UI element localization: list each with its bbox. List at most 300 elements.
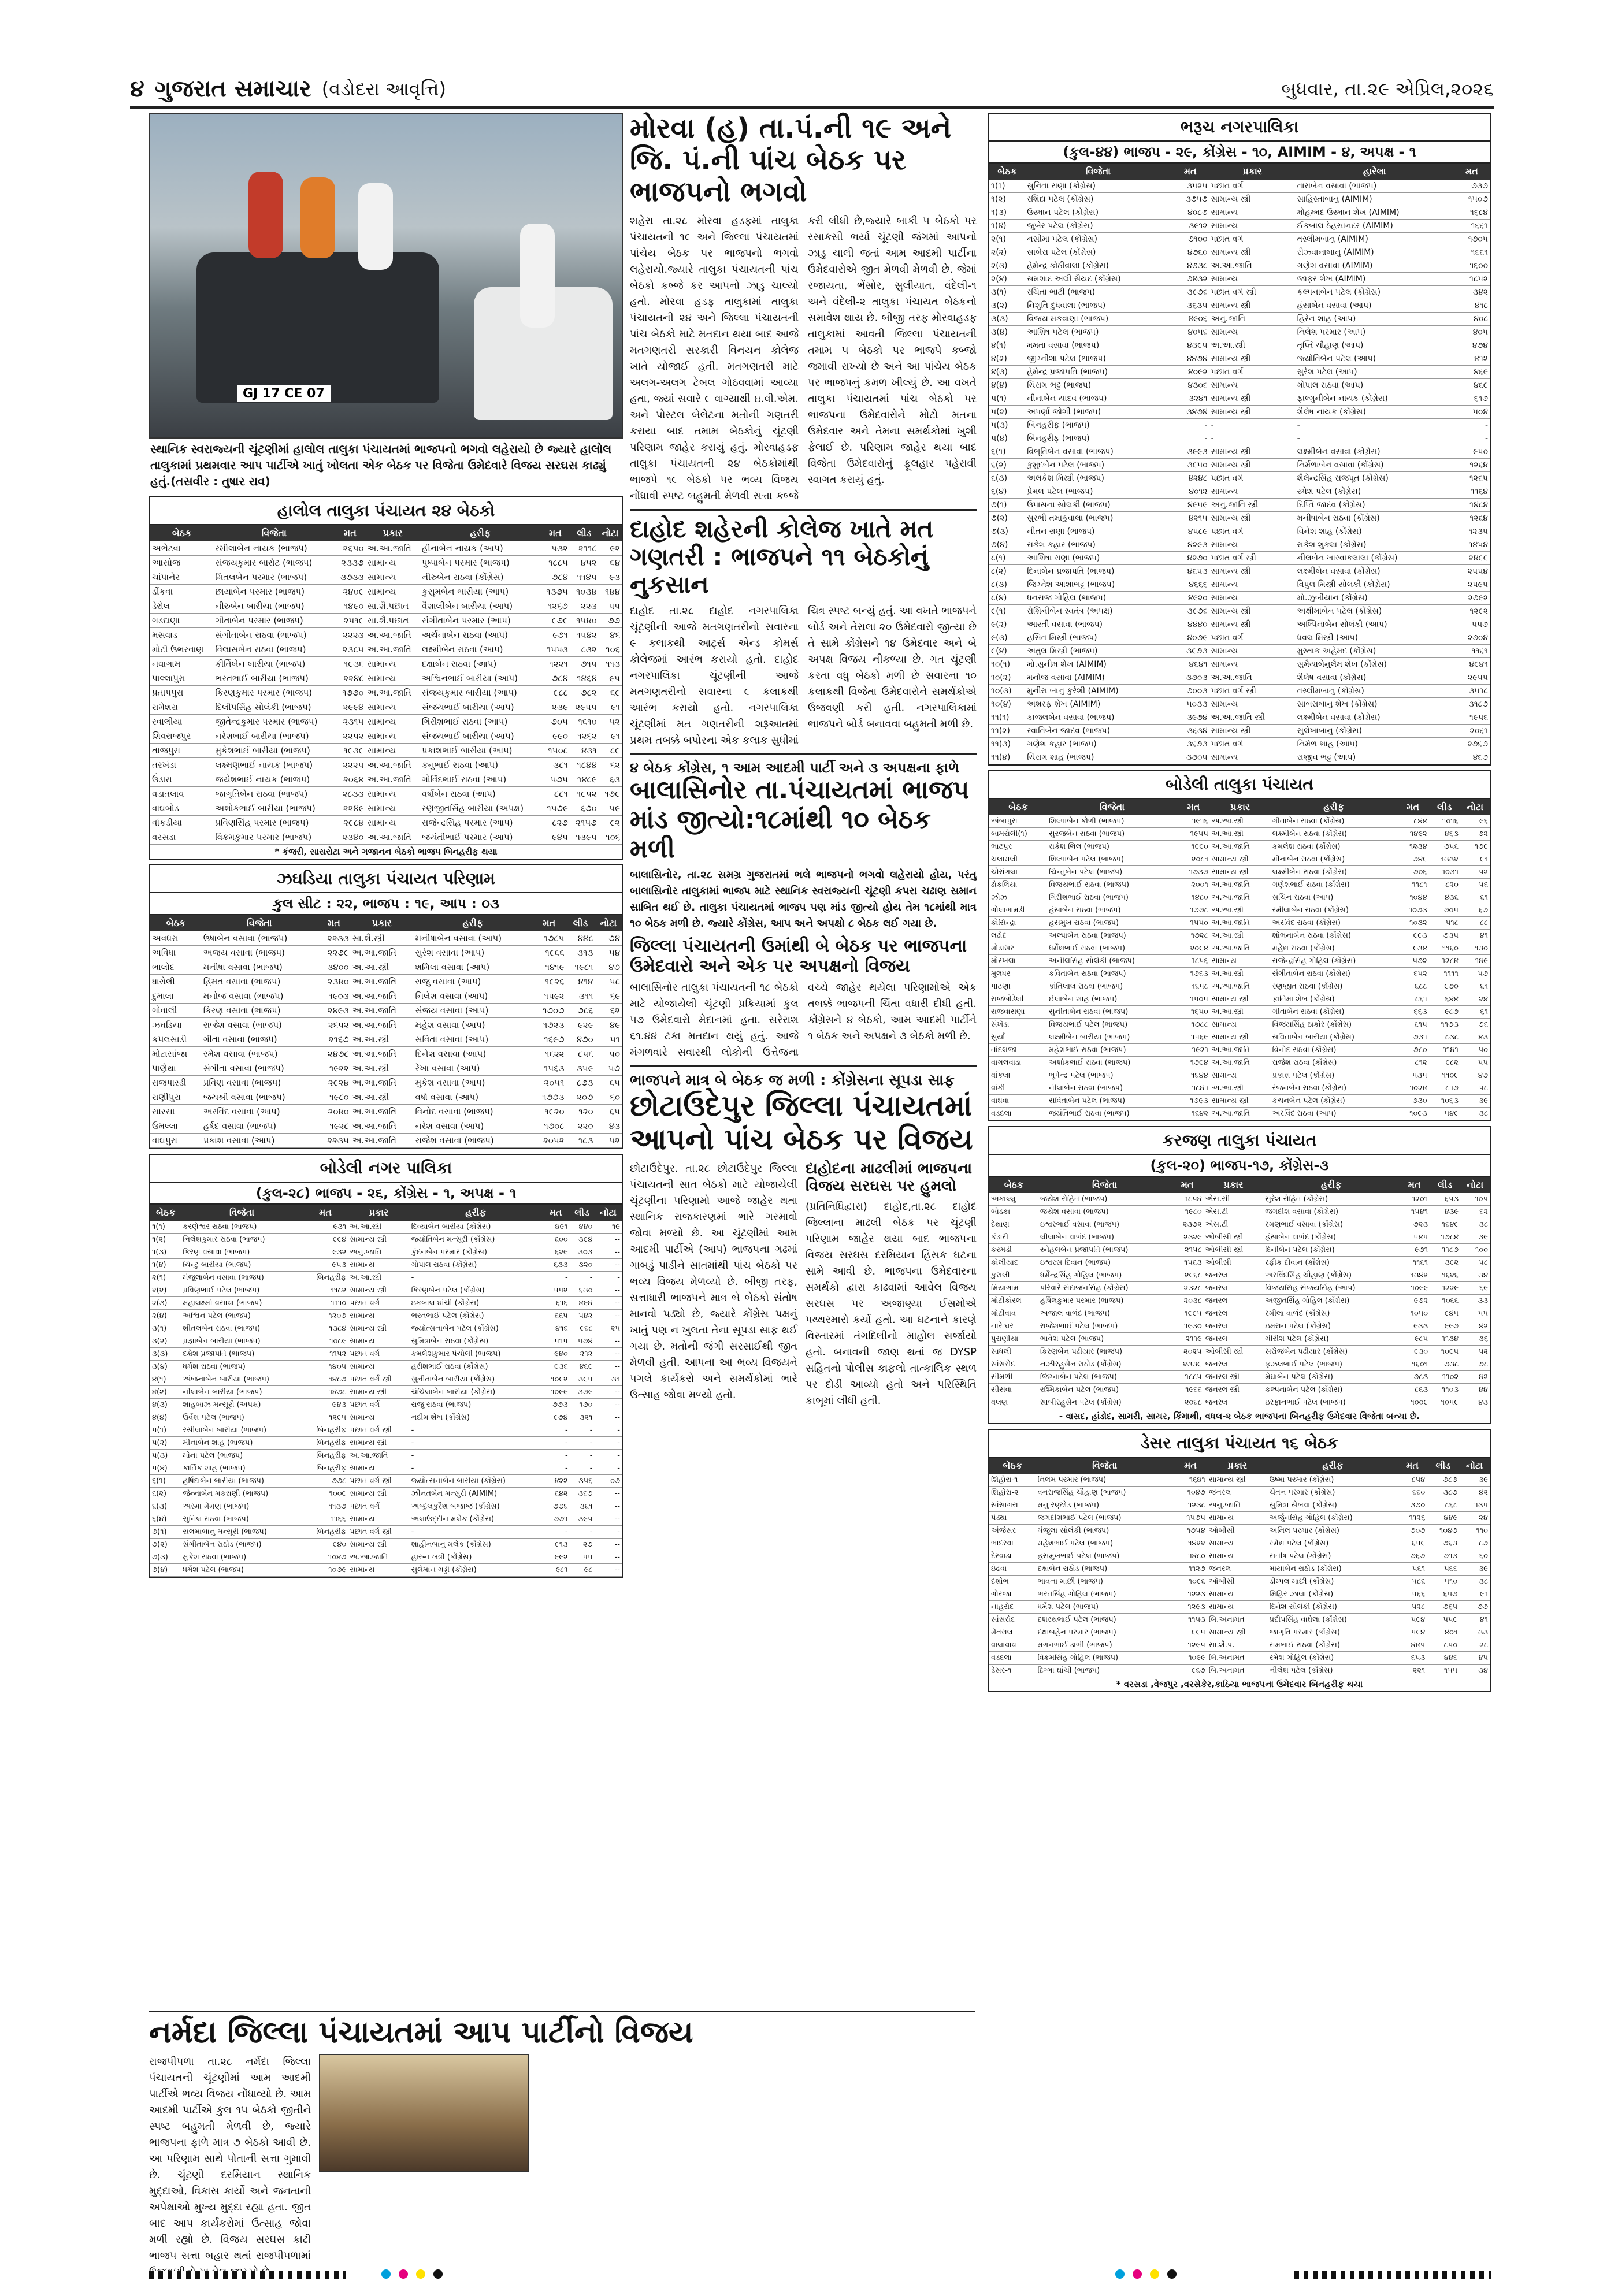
table-row <box>150 585 622 599</box>
table-row <box>150 1526 622 1539</box>
table-cell: ૪૭ <box>1460 1069 1490 1082</box>
table-row <box>989 392 1490 406</box>
table-cell: ૬૭૦ <box>570 801 599 816</box>
table-cell: સામાન્ય સ્ત્રી <box>1209 299 1296 313</box>
table-cell: ૪૯૧ <box>542 1221 570 1234</box>
table-cell: ૨(૩) <box>150 1297 181 1310</box>
table-row <box>989 233 1490 246</box>
table-cell: ઇકબાલ ઘાંચી (કોંગ્રેસ) <box>410 1297 542 1310</box>
column-header: નોટા <box>1460 1177 1490 1193</box>
table-cell: અ.આ.જાતિ <box>348 1450 409 1462</box>
table-cell: ૯૨ <box>599 541 622 556</box>
table-cell: અ.આ.જાતિ <box>365 830 420 845</box>
table-cell: રાજુ વસાવા (આપ) <box>413 975 532 989</box>
table-cell: જેન્નાબેન મકરાણી (ભાજપ) <box>181 1488 302 1500</box>
table-cell: સુલેખાબાનુ (કોંગ્રેસ) <box>1296 725 1454 738</box>
table-cell: ૧૨૯૫ <box>1174 1639 1207 1652</box>
table-cell: ૨૩૮૫ <box>335 642 365 657</box>
table-cell: ૧૭૭૩ <box>532 1090 566 1105</box>
table-cell: રાજેન્દ્રસિંહ પરમાર (આપ) <box>420 816 541 830</box>
table-cell: સુનિતા રાણા (કોંગ્રેસ) <box>1025 180 1171 193</box>
table-cell: ૧૫૬૯ <box>1177 1031 1210 1044</box>
table-cell: હર્ષિલકુમાર પરમાર (ભાજપ) <box>1038 1295 1171 1307</box>
table-cell: સામાન્ય <box>348 1361 409 1373</box>
table-row <box>989 193 1490 206</box>
table-cell: ૧(૩) <box>150 1246 181 1259</box>
table-row <box>989 512 1490 525</box>
table-cell: દશરથભાઈ પટેલ (ભાજપ) <box>1036 1614 1174 1626</box>
table-cell: ૧૦૫૯ <box>1430 1396 1460 1409</box>
table-cell: મનોજ વસાવા (AIMIM) <box>1025 671 1171 685</box>
table-cell: ૫૬૬ <box>1398 1588 1427 1601</box>
table-cell: ૧૨૯૩ <box>1174 1601 1207 1614</box>
table-row <box>150 1105 622 1119</box>
headline-dahod: દાહોદ શહેરની કોલેજ ખાતે મત ગણતરી : ભાજપને ૧૧ બેઠકોનું નુકસાન <box>630 514 934 599</box>
table-cell: સામાન્ય સ્ત્રી <box>1209 445 1296 459</box>
table-cell: સામાન્ય સ્ત્રી <box>348 1234 409 1246</box>
table-cell: નિલેશ પરમાર (આપ) <box>1296 326 1454 339</box>
table-cell: ૧૮૫૬ <box>1177 955 1210 968</box>
table-row <box>989 1082 1490 1095</box>
table-cell: મગનભાઈ ડાભી (ભાજપ) <box>1036 1639 1174 1652</box>
table-cell: રમીલાબેન નાયક (ભાજપ) <box>213 541 335 556</box>
table-cell: ૬૬૩ <box>1397 1006 1429 1019</box>
column-header: બેઠક <box>989 1458 1036 1474</box>
table-cell: ૩૪ <box>1459 1665 1490 1677</box>
table-row <box>989 671 1490 685</box>
table-cell: ૨૭૬૭ <box>1454 738 1490 751</box>
table-row <box>150 628 622 642</box>
table-cell: ૭૧૦૦ <box>1171 233 1209 246</box>
table-cell: જયેશભાઈ નાયક (ભાજપ) <box>213 772 335 787</box>
table-cell: ૮૬૩ <box>1399 1384 1430 1396</box>
table-cell: અ.આ.જાતિ <box>351 1105 414 1119</box>
table-cell: ૯૯૦ <box>541 729 570 744</box>
desar-results-table <box>988 1429 1491 1692</box>
column-header: હારેલા <box>1296 164 1454 180</box>
subhead-balasinor: જિલ્લા પંચાયતની ઉમાંથી બે બેઠક પર ભાજપના ઉમેદવારો અને એક પર અપક્ષનો વિજય <box>630 936 967 976</box>
table-row <box>150 1373 622 1386</box>
table-cell: ૬૨૯ <box>542 1246 570 1259</box>
table-cell: લક્ષ્મીબેન રાઠવા (આપ) <box>420 642 541 657</box>
table-cell: ૧૬૫૦ <box>1177 1006 1210 1019</box>
table-cell: અ.આ.સ્ત્રી <box>1210 968 1271 980</box>
table-cell: ૫૦૩૩ <box>1171 698 1209 711</box>
table-cell: -- <box>594 1399 622 1411</box>
table-cell: ૧૨૬૨ <box>570 729 599 744</box>
table-cell: હિંમત વસાવા (ભાજપ) <box>202 975 317 989</box>
table-cell: અનુ.જાતિ <box>1209 313 1296 326</box>
table-cell: ગિરીશભાઈ રાઠવા (ભાજપ) <box>1047 891 1177 904</box>
table-cell: લક્ષ્મીબેન વસાવા (કોંગ્રેસ) <box>1296 565 1454 578</box>
table-cell: ૬૩૦ <box>570 1284 595 1297</box>
column-header: મત <box>542 1205 570 1221</box>
table-cell: ૧૦૪૪ <box>1397 891 1429 904</box>
table-cell: ૪૭ <box>595 960 622 975</box>
table-cell: મુસ્તાક અહેમદ (કોંગ્રેસ) <box>1296 645 1454 658</box>
table-cell: ૩૧૩ <box>566 946 595 960</box>
table-cell: ૫(૧) <box>989 392 1025 406</box>
table-cell: ૭૬૭ <box>1398 1550 1427 1563</box>
table-cell: કાજલબેન વસાવા (ભાજપ) <box>1025 711 1171 725</box>
bodeli-tp-title: બોડેલી તાલુકા પંચાયત <box>989 771 1490 799</box>
table-cell: અરવિંદ રાઠવા (કોંગ્રેસ) <box>1271 917 1397 930</box>
table-cell: સા.શૈ.સ્ત્રી <box>351 931 414 946</box>
column-header: મત <box>541 525 570 541</box>
table-cell: ૨૧૨ <box>570 1348 595 1361</box>
table-cell: ૩૯૭૬ <box>1171 286 1209 299</box>
table-cell: ૩(૧) <box>989 286 1025 299</box>
table-cell: પછાત વર્ગ સ્ત્રી <box>1209 286 1296 299</box>
table-cell: વાલાવાવ <box>989 1639 1036 1652</box>
table-cell: ૯૩૦ <box>1399 1346 1430 1358</box>
table-cell: ૪૪૪૦ <box>1171 618 1209 631</box>
table-cell: કંડારી <box>989 1231 1038 1244</box>
table-row <box>989 1652 1490 1665</box>
column-header: લીડ <box>566 915 595 931</box>
table-cell: - <box>594 1526 622 1539</box>
table-cell: ૧૩૦ <box>1460 942 1490 955</box>
table-cell: ૧૫૭૫ <box>1174 1512 1207 1525</box>
column-header: નોટા <box>595 915 622 931</box>
table-cell: ૭૩૦ <box>1397 1095 1429 1108</box>
table-cell: ૧૭૭૦ <box>335 686 365 700</box>
table-cell: - <box>1209 419 1296 432</box>
table-cell: ૪૦૭૯ <box>1171 631 1209 645</box>
table-cell: અ.આ.સ્ત્રી <box>1210 930 1271 942</box>
table-cell: વિજય મકવાણા (ભાજપ) <box>1025 313 1171 326</box>
table-cell: ૪૨૨ <box>542 1475 570 1488</box>
table-cell: - <box>1209 432 1296 445</box>
table-cell: ૫૮ <box>1460 1257 1490 1269</box>
table-cell: સુનીતાબેન બારીયા (કોંગ્રેસ) <box>410 1373 542 1386</box>
table-cell: ૬૨ <box>1460 1206 1490 1218</box>
table-cell: ૪૦૮૭ <box>1171 206 1209 220</box>
table-cell: સામાન્ય સ્ત્રી <box>1209 352 1296 366</box>
table-cell: નીલાબેન રાઠવા (ભાજપ) <box>1047 1082 1177 1095</box>
table-cell: - <box>594 1437 622 1450</box>
table-cell: ૫૨ <box>1460 866 1490 879</box>
table-cell: ભાદરવા <box>989 1537 1036 1550</box>
table-cell: રીઝ્વાનાબાનુ (AIMIM) <box>1296 246 1454 259</box>
column-header: હરીફ <box>420 525 541 541</box>
table-cell: ઓબીસી <box>1207 1576 1268 1588</box>
table-row <box>150 1119 622 1134</box>
table-cell: નાહરોદ <box>989 1601 1036 1614</box>
table-cell: ૪૧૪ <box>566 975 595 989</box>
article-balasinor-lead: બાલાસિનોર, તા.૨૮ સમગ્ર ગુજરાતમાં ભલે ભાજપનો ભગવો લહેરાયો હોય, પરંતુ બાલાસિનોર તાલુકામાં ભાજપ માટે સ્થાનિક સ્વરાજ્યની ચૂંટણી કપરા ચઢાણ સમાન સાબિત થઈ છે. તાલુકા પંચાયતમાં ભાજપ પણ માંડ જીત્યો હોય તેમ ૧૮માંથી માત્ર ૧૦ બેઠક મળી છે. જ્યારે કોંગ્રેસ, આપ અને અપક્ષો ૮ બેઠક લઈ ગયા છે. <box>630 869 977 930</box>
table-cell: - <box>570 1424 595 1437</box>
table-cell: ૧૭૦૮ <box>532 1119 566 1134</box>
table-cell: ૧૨૬૪ <box>1454 512 1490 525</box>
table-cell: ૧૯૧૬ <box>1177 815 1210 828</box>
table-cell: સુરેશ રોહિત (કોંગ્રેસ) <box>1263 1193 1399 1206</box>
table-cell: ૨૫૯૫ <box>1454 578 1490 592</box>
table-cell: ૧૨૨૯ <box>1430 1282 1460 1295</box>
column-header: લીડ <box>1429 799 1460 815</box>
table-cell: બામરોલી(૧) <box>989 828 1047 841</box>
table-cell: ૫૩૫ <box>1397 1069 1429 1082</box>
table-cell: ૧૧૬૬ <box>303 1513 348 1526</box>
table-cell: - <box>570 1462 595 1475</box>
jhagadia-summary: કુલ સીટ : ૨૨, ભાજપ : ૧૯, આપ : ૦૩ <box>150 893 622 915</box>
table-row <box>989 1588 1490 1601</box>
table-cell: જનરલ <box>1204 1320 1264 1333</box>
table-row <box>150 1564 622 1577</box>
table-cell: સુરજબેન રાઠવા (ભાજપ) <box>1047 828 1177 841</box>
table-cell: સામાન્ય <box>365 787 420 801</box>
table-cell: ૭૭૬ <box>542 1500 570 1513</box>
table-cell: - <box>570 1272 595 1284</box>
issue-date: બુધવાર, તા.૨૯ એપ્રિલ,૨૦૨૬ <box>1281 77 1494 100</box>
table-cell: ૪૧ <box>1459 1614 1490 1626</box>
table-cell: અ.આ.જાતિ <box>365 628 420 642</box>
table-cell: શિવરાજપુર <box>150 729 213 744</box>
table-cell: ૬(૧) <box>150 1475 181 1488</box>
table-cell: રાજેશ રાઠવા (કોંગ્રેસ) <box>1271 1057 1397 1069</box>
table-cell: અ.આ.જાતિ <box>365 758 420 772</box>
table-cell: મહેશ વસાવા (આપ) <box>413 1018 532 1032</box>
table-cell: ૬(૩) <box>989 472 1025 485</box>
table-cell: સચિન રાઠવા (આપ) <box>1271 891 1397 904</box>
table-cell: ભાટપુર <box>989 841 1047 853</box>
table-cell: બિનહરીફ (ભાજપ) <box>1025 419 1171 432</box>
table-cell: મોટીવાવ <box>989 1307 1038 1320</box>
table-cell: ૨૪ <box>1460 993 1490 1006</box>
table-cell: ૧૦૨૪ <box>1397 1082 1429 1095</box>
headline-narmada: નર્મદા જિલ્લા પંચાયતમાં આપ પાર્ટીનો વિજય <box>149 2015 693 2050</box>
table-cell: ૯(૨) <box>989 618 1025 631</box>
table-cell: પછાત વર્ગ <box>348 1500 409 1513</box>
table-cell: ૯૫૦ <box>1454 445 1490 459</box>
table-cell: ૪૯૫૯ <box>1171 499 1209 512</box>
table-cell: ૭૧૩ <box>1427 1550 1459 1563</box>
table-cell: અશોકભાઈ બારીયા (ભાજપ) <box>213 801 335 816</box>
table-cell: સામાન્ય <box>365 671 420 686</box>
table-cell: પ્રકાશભાઈ બારીયા (આપ) <box>420 744 541 758</box>
table-row <box>150 1134 622 1148</box>
table-cell: ધવલ મિસ્ત્રી (આપ) <box>1296 631 1454 645</box>
table-cell: પછાત વર્ગ <box>348 1399 409 1411</box>
table-cell: ૩૮ <box>1460 1108 1490 1120</box>
table-cell: વિનોદ રાઠવા (કોંગ્રેસ) <box>1271 1044 1397 1057</box>
table-cell: ૨૯૨૪ <box>317 1076 351 1090</box>
table-cell: ૧૧૨૭ <box>1174 1563 1207 1576</box>
table-cell: ૧૧૦૯ <box>1429 1069 1460 1082</box>
column-header: મત <box>1397 799 1429 815</box>
table-cell: ૨૧૧૮ <box>570 541 599 556</box>
table-cell: નવાગામ <box>150 657 213 671</box>
table-cell: - <box>594 1272 622 1284</box>
table-cell: ૧૭૯ <box>1460 841 1490 853</box>
table-cell: મસવાડ <box>150 628 213 642</box>
table-cell: સંગીતાબેન રાઠવા (ભાજપ) <box>213 628 335 642</box>
table-cell: સામાન્ય <box>1210 1069 1271 1082</box>
table-cell: લક્ષ્મીબેન વસાવા (કોંગ્રેસ) <box>1296 445 1454 459</box>
table-cell: ૨૩૩૯ <box>1171 1358 1203 1371</box>
table-cell: ૫૫ <box>599 599 622 614</box>
table-row <box>150 1272 622 1284</box>
table-cell: ચંચિલાબેન બારીયા (કોંગ્રેસ) <box>410 1386 542 1399</box>
table-cell: ૨૬૫૦ <box>335 541 365 556</box>
table-cell: ૧૦(૨) <box>989 671 1025 685</box>
table-cell: અક્ષીમાબેન પટેલ (કોંગ્રેસ) <box>1296 605 1454 618</box>
table-cell: કુમુદબેન પટેલ (ભાજપ) <box>1025 459 1171 472</box>
table-cell: દિનેશ સોલંકી (કોંગ્રેસ) <box>1268 1601 1398 1614</box>
table-cell: -- <box>594 1297 622 1310</box>
table-cell: રેખા વસાવા (આપ) <box>413 1061 532 1076</box>
table-cell: ૧૮૪૪ <box>570 758 599 772</box>
table-cell: સરોજબેન પઢીયાર (કોંગ્રેસ) <box>1263 1346 1399 1358</box>
table-cell: ૧૭૯ <box>599 787 622 801</box>
table-cell: ૯૯૩ <box>1397 930 1429 942</box>
table-cell: ૪૨ <box>1459 1487 1490 1499</box>
table-row <box>989 1563 1490 1576</box>
table-cell: ૫૦ <box>595 1047 622 1061</box>
table-cell: ૨૦૫૧ <box>532 1076 566 1090</box>
table-row <box>989 273 1490 286</box>
table-row <box>150 758 622 772</box>
table-cell: વાંકી <box>989 1082 1047 1095</box>
table-cell: વલણ <box>989 1396 1038 1409</box>
column-header: હરીફ <box>1271 799 1397 815</box>
table-cell: અ.આ.જાતિ <box>351 975 414 989</box>
article-madhali: (પ્રતિનિધિદ્વારા) દાહોદ,તા.૨૮ દાહોદ જિલ્લાના માઢલી બેઠક પર ચૂંટણી પરિણામ જાહેર થયા બાદ ભાજપના વિજય સરઘસ દરમિયાન હિંસક ઘટના સામે આવી છે. ભાજપના ઉમેદવારના સમર્થકો દ્વારા કાઢવામાં આવેલ વિજય સરઘસ પર અજાણ્યા ઈસમોએ પથ્થરમારો કર્યો હતો. આ ઘટનાને કારણે વિસ્તારમાં તંગદિલીનો માહોલ સર્જાયો હતો. બનાવની જાણ થતાં જ DYSP સહિતનો પોલીસ કાફલો તાત્કાલિક સ્થળ પર દોડી આવ્યો હતો અને પરિસ્થિતિ કાબૂમાં લીધી હતી. <box>806 1201 977 1407</box>
table-cell: ૧૪૯૨ <box>1397 828 1429 841</box>
table-cell: ૩૭૫૭ <box>1171 193 1209 206</box>
column-header: પ્રકાર <box>365 525 420 541</box>
table-cell: મનોજ વસાવા (ભાજપ) <box>202 989 317 1004</box>
table-cell: સુનિલ રાઠવા (ભાજપ) <box>181 1513 302 1526</box>
table-cell: ૧૧(૩) <box>989 738 1025 751</box>
cmyk-dot <box>1167 2269 1177 2279</box>
table-cell: તસ્લીમબાનુ (AIMIM) <box>1296 233 1454 246</box>
table-row <box>989 1614 1490 1626</box>
table-row <box>150 729 622 744</box>
table-cell: ૯૯૭ <box>1430 1320 1460 1333</box>
table-cell: જનરલ સ્ત્રી <box>1204 1384 1264 1396</box>
table-cell: ૯૨ <box>599 816 622 830</box>
table-cell: વાગલવાડા <box>989 1057 1047 1069</box>
table-cell: જ્યોતિબેન મન્સૂરી (કોંગ્રેસ) <box>410 1234 542 1246</box>
kicker-balasinor: ૪ બેઠક કોંગ્રેસ, ૧ આમ આદમી પાર્ટી અને ૩ અપક્ષના ફાળે <box>630 760 959 777</box>
table-cell: ૧૨૯૫ <box>303 1411 348 1424</box>
table-row <box>989 525 1490 538</box>
column-header: વિજેતા <box>1038 1177 1171 1193</box>
table-cell: સામાન્ય <box>1209 578 1296 592</box>
table-row <box>989 432 1490 445</box>
table-cell: નરેશભાઈ બારીયા (ભાજપ) <box>213 729 335 744</box>
table-cell: - <box>1454 432 1490 445</box>
column-header: હરીફ <box>1268 1458 1398 1474</box>
table-cell: અંબાપુરા <box>989 815 1047 828</box>
table-cell: ૯૩૬ <box>542 1361 570 1373</box>
table-row <box>150 614 622 628</box>
bharuch-title: ભરૂચ નગરપાલિકા <box>989 114 1490 142</box>
table-cell: ૩૭૦ <box>1398 1499 1427 1512</box>
table-cell: ગોવાલી <box>150 1004 202 1018</box>
table-row <box>150 1450 622 1462</box>
table-cell: ૩૯૫ <box>570 1513 595 1526</box>
table-cell: લક્ષ્મીબેન વસાવા (કોંગ્રેસ) <box>1296 711 1454 725</box>
halol-note: * કંજરી, સાસરોટા અને ગજાનન બેઠકો ભાજપ બિનહરીફ થયા <box>274 846 498 857</box>
table-cell: સામાન્ય <box>365 801 420 816</box>
table-cell: ૯૪૫ <box>541 830 570 845</box>
table-cell: ૪૪૭૪ <box>1171 352 1209 366</box>
table-row <box>989 1550 1490 1563</box>
table-cell: સામાન્ય <box>365 700 420 715</box>
table-cell: - <box>542 1462 570 1475</box>
table-cell: ૫(૩) <box>989 419 1025 432</box>
table-cell: રશ્મિકાબેન પટેલ (ભાજપ) <box>1038 1384 1171 1396</box>
table-row <box>989 631 1490 645</box>
column-header: વિજેતા <box>213 525 335 541</box>
table-cell: ૧૬૬૧ <box>1454 246 1490 259</box>
table-cell: ૧૬૪૯ <box>1430 1218 1460 1231</box>
table-cell: ચિરાગ ભટ્ટ (ભાજપ) <box>1025 379 1171 392</box>
table-cell: ચિન્તુબેન પટેલ (ભાજપ) <box>1047 866 1177 879</box>
table-row <box>989 445 1490 459</box>
table-row <box>150 1032 622 1047</box>
table-cell: ૫૨ <box>599 715 622 729</box>
table-cell: સંગીતા વસાવા (ભાજપ) <box>202 1061 317 1076</box>
table-cell: ૧૫૬૩ <box>532 1061 566 1076</box>
table-row <box>150 1551 622 1564</box>
table-row <box>989 1639 1490 1652</box>
table-cell: ૧૩૭૫ <box>541 585 570 599</box>
table-cell: ૧૧૬૪ <box>1454 485 1490 499</box>
table-row <box>989 339 1490 352</box>
table-cell: હંસાબેન વસાવા (આપ) <box>1296 299 1454 313</box>
table-cell: કમલેશકુમાર પંચોલી (ભાજપ) <box>410 1348 542 1361</box>
table-cell: કમલેશ રાઠવા (કોંગ્રેસ) <box>1271 841 1397 853</box>
table-cell: ૬૫૨ <box>1397 968 1429 980</box>
table-cell: ૩૯૪ <box>570 1234 595 1246</box>
table-cell: ૧૦૦૯ <box>1399 1396 1430 1409</box>
table-cell: ૨૦૩૮ <box>1171 1295 1203 1307</box>
table-cell: ઓબીસી સ્ત્રી <box>1204 1231 1264 1244</box>
table-cell: ૨૦૮૧ <box>1177 853 1210 866</box>
table-cell: - <box>542 1437 570 1450</box>
table-cell: પછાત વર્ગ <box>1209 738 1296 751</box>
table-cell: સામાન્ય <box>1209 273 1296 286</box>
table-cell: ૫૬ <box>1460 879 1490 891</box>
table-row <box>989 1487 1490 1499</box>
table-cell: ઓબીસી <box>1204 1257 1264 1269</box>
table-cell: ૩૪૨ <box>1454 286 1490 299</box>
table-cell: ૭૦૫ <box>541 715 570 729</box>
table-cell: ૧૧૮૭ <box>1430 1244 1460 1257</box>
table-cell: આશિષા રાણા (ભાજપ) <box>1025 552 1171 565</box>
table-cell: ૪૦૫ <box>1454 326 1490 339</box>
table-cell: કપલસાડી <box>150 1032 202 1047</box>
table-row <box>989 605 1490 618</box>
table-cell: ૧૯૨૦ <box>532 1105 566 1119</box>
table-cell: ગોપાલ રાઠવા (કોંગ્રેસ) <box>410 1259 542 1272</box>
table-row <box>150 1348 622 1361</box>
table-cell: રામેશરા <box>150 700 213 715</box>
table-cell: ૩૯૭૬ <box>1171 605 1209 618</box>
table-cell: ૬૧ <box>1460 980 1490 993</box>
table-row <box>989 578 1490 592</box>
column-header: નોટા <box>1459 1458 1490 1474</box>
table-cell: ૨૩૨૯ <box>1171 1231 1203 1244</box>
middle-column <box>630 113 977 1409</box>
table-cell: વડાતલાવ <box>150 787 213 801</box>
table-cell: કિરણકુમાર પરમાર (ભાજપ) <box>213 686 335 700</box>
table-cell: નઝીરહુસેન રાઠોડ (કોંગ્રેસ) <box>1038 1358 1171 1371</box>
column-header: વિજેતા <box>1025 164 1171 180</box>
